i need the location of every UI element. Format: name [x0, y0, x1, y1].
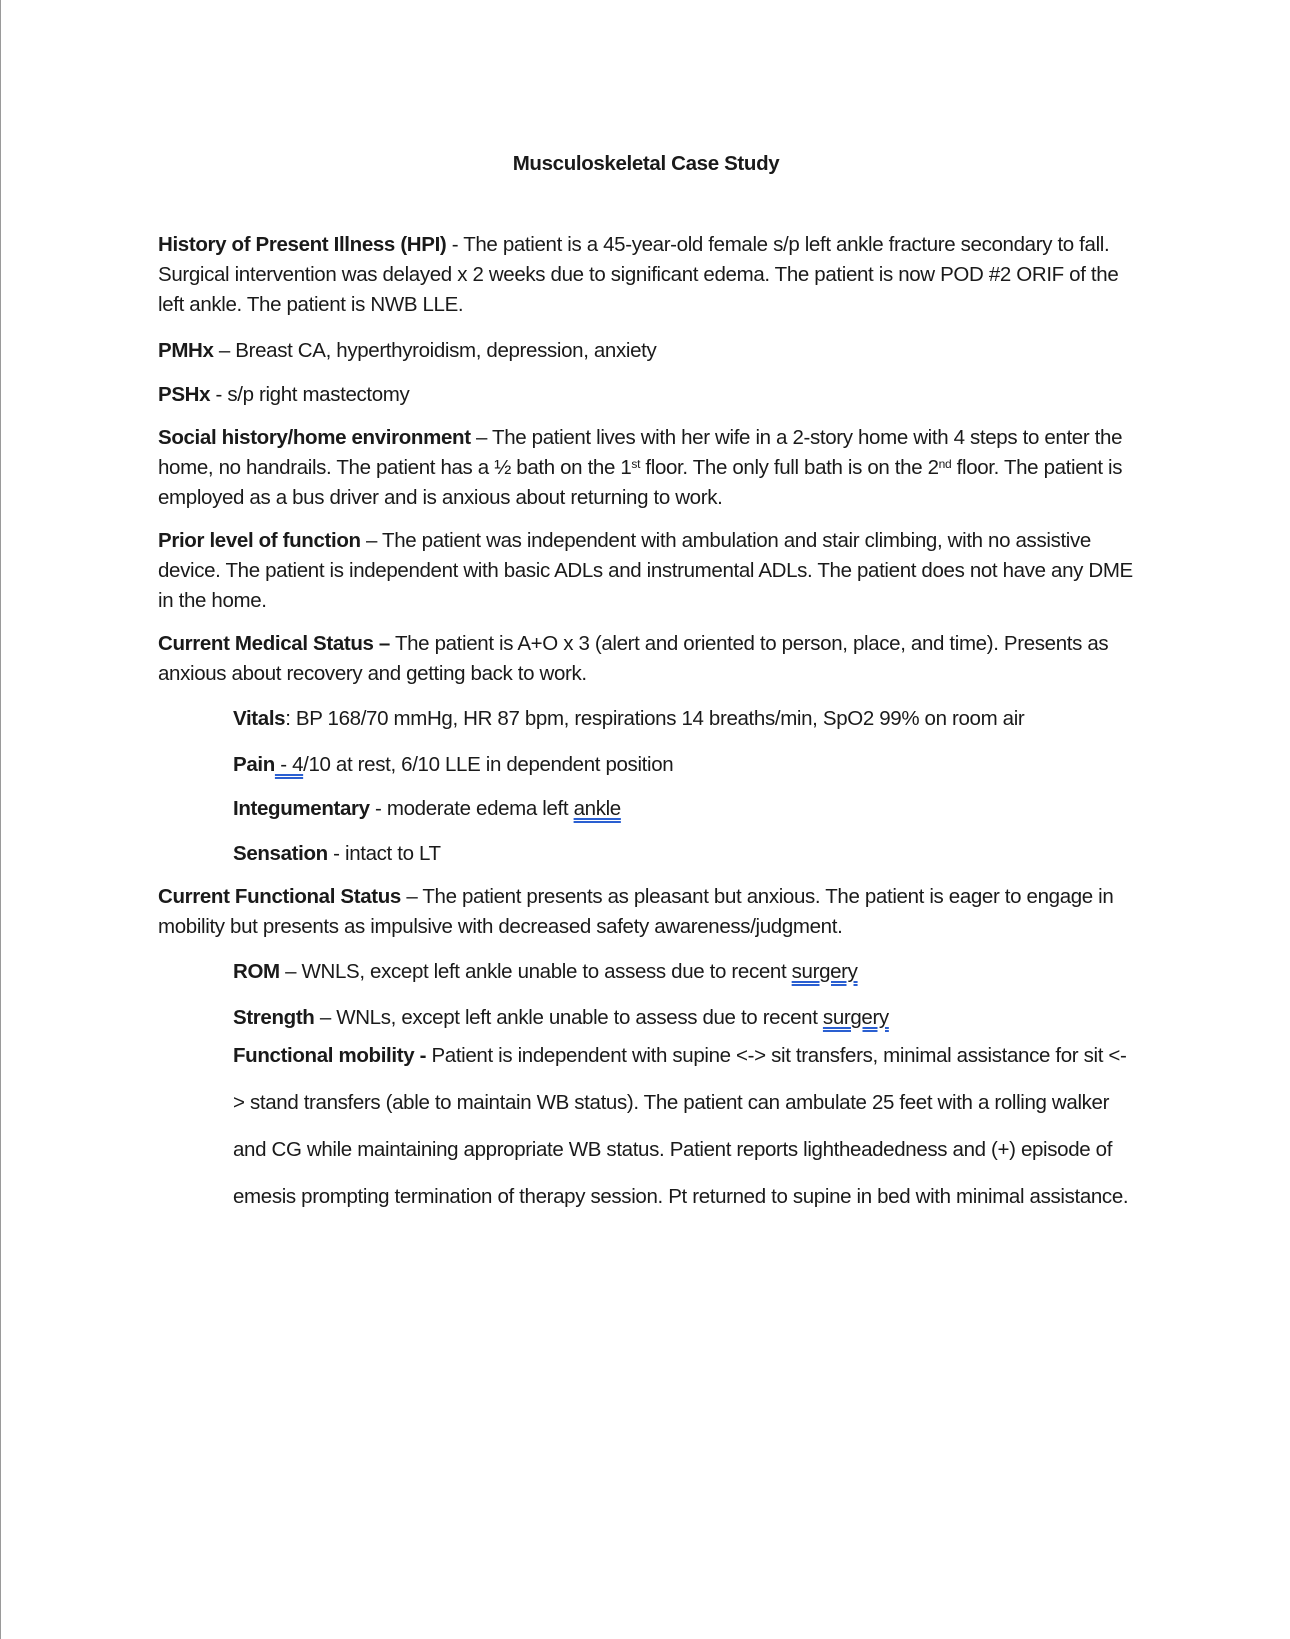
pmhx-paragraph — [158, 336, 1138, 366]
sensation-line — [233, 839, 1138, 869]
current-medical-status-text: The patient is A+O x 3 (alert and oriented to person, place, and time). Presents as anxious about recovery and getting back to work. — [158, 632, 1109, 685]
social-history-text-b: floor. The only full bath is on the 2 — [640, 456, 939, 479]
rom-label: ROM — [233, 960, 280, 983]
pmhx-text: – Breast CA, hyperthyroidism, depression, anxiety — [213, 339, 657, 362]
vitals-text: : BP 168/70 mmHg, HR 87 bpm, respirations 14 breaths/min, SpO2 99% on room air — [285, 707, 1025, 730]
pshx-text: - s/p right mastectomy — [210, 383, 410, 406]
pain-text: /10 at rest, 6/10 LLE in dependent position — [303, 753, 674, 776]
hpi-text: - The patient is a 45-year-old female s/p left ankle fracture secondary to fall. Surgical intervention was delayed x 2 weeks due to significant edema. The patient is now POD #2 ORIF of the left ankle. The patient is NWB LLE. — [158, 233, 1119, 316]
rom-line — [233, 957, 1138, 987]
sensation-text: - intact to LT — [327, 842, 441, 865]
strength-text: – WNLs, except left ankle unable to assess due to recent — [314, 1006, 823, 1029]
functional-mobility-text: Patient is independent with supine <-> sit transfers, minimal assistance for sit <-> stand transfers (able to maintain WB status). The patient can ambulate 25 feet with a rolling walker and CG while maintaining appropriate WB status. Patient reports lightheadedness and (+) episode of emesis prompting termination of therapy session. Pt returned to supine in bed with minimal assistance. — [233, 1044, 1129, 1208]
pmhx-label: PMHx — [158, 339, 214, 362]
sensation-label: Sensation — [233, 842, 328, 865]
prior-level-text: – The patient was independent with ambulation and stair climbing, with no assistive device. The patient is independent with basic ADLs and instrumental ADLs. The patient does not have any DME in the home. — [158, 529, 1133, 612]
hpi-paragraph — [158, 230, 1138, 320]
document-title: Musculoskeletal Case Study — [512, 152, 780, 175]
current-functional-status-label: Current Functional Status — [158, 885, 401, 908]
integumentary-text: - moderate edema left — [369, 797, 574, 820]
superscript-st: st — [631, 457, 641, 471]
current-medical-status-label: Current Medical Status – — [158, 632, 390, 655]
social-history-paragraph — [158, 423, 1138, 513]
superscript-nd: nd — [938, 457, 952, 471]
pshx-paragraph — [158, 380, 1138, 410]
current-functional-status-paragraph — [158, 882, 1138, 942]
social-history-text-c: floor. The patient is employed as a bus driver and is anxious about returning to work. — [158, 456, 1123, 509]
current-medical-status-paragraph — [158, 629, 1138, 689]
rom-marked-text: surgery — [791, 960, 858, 983]
social-history-label: Social history/home environment — [158, 426, 471, 449]
current-functional-status-text: – The patient presents as pleasant but anxious. The patient is eager to engage in mobility but presents as impulsive with decreased safety awareness/judgment. — [158, 885, 1114, 938]
strength-line — [233, 1003, 1138, 1033]
strength-marked-text: surgery — [822, 1006, 889, 1029]
pain-label: Pain — [233, 753, 275, 776]
prior-level-label: Prior level of function — [158, 529, 361, 552]
pain-marked-text: - 4 — [274, 753, 304, 776]
rom-text: – WNLS, except left ankle unable to assess due to recent — [279, 960, 792, 983]
pshx-label: PSHx — [158, 383, 211, 406]
functional-mobility-paragraph — [233, 1032, 1138, 1220]
pain-line — [233, 750, 1138, 780]
prior-level-paragraph — [158, 526, 1138, 616]
integumentary-line — [233, 794, 1138, 824]
integumentary-marked-text: ankle — [573, 797, 621, 820]
integumentary-label: Integumentary — [233, 797, 370, 820]
social-history-text-a: – The patient lives with her wife in a 2-story home with 4 steps to enter the home, no handrails. The patient has a ½ bath on the 1 — [158, 426, 1123, 479]
vitals-line — [233, 704, 1138, 734]
functional-mobility-label: Functional mobility - — [233, 1044, 427, 1067]
hpi-label: History of Present Illness (HPI) — [158, 233, 447, 256]
vitals-label: Vitals — [233, 707, 286, 730]
strength-label: Strength — [233, 1006, 315, 1029]
